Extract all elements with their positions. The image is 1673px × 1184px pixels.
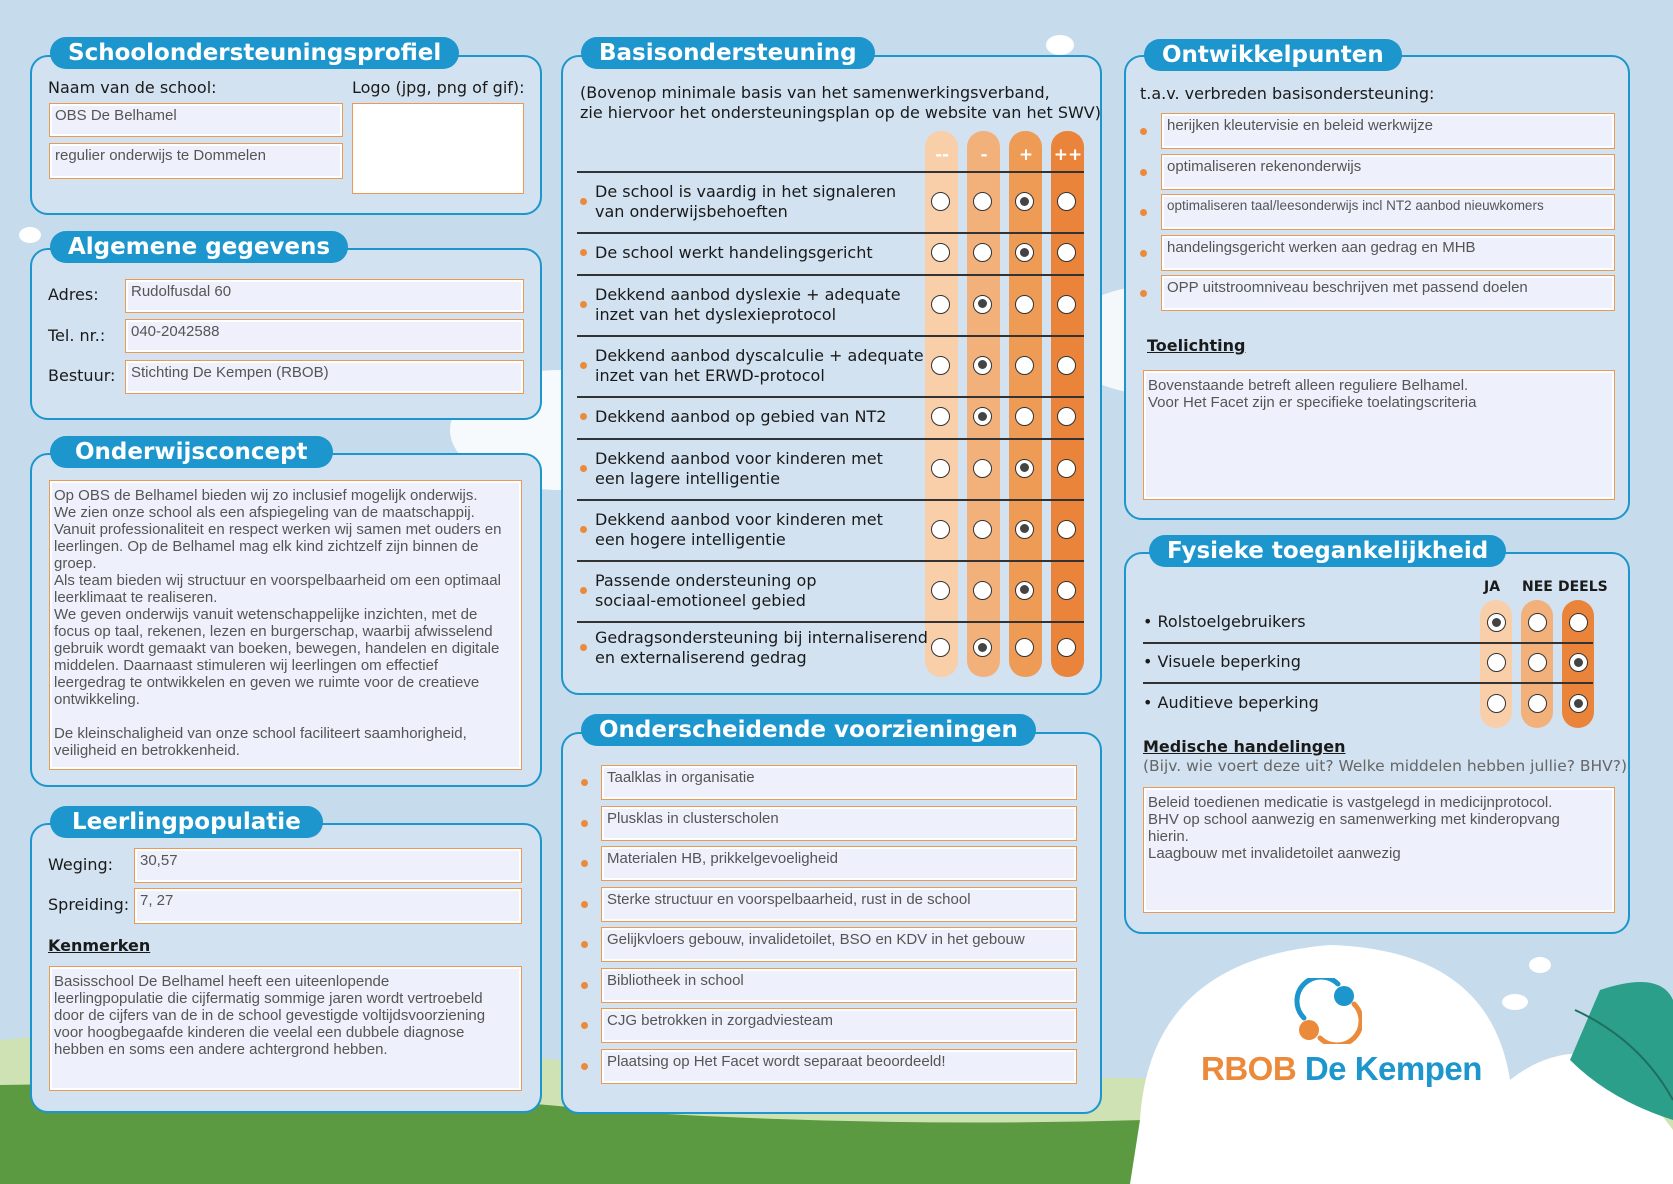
rbob-logo-text xyxy=(1201,1050,1482,1088)
toelichting-label: Toelichting xyxy=(1147,336,1246,355)
voorzieningen-title: Onderscheidende voorzieningen xyxy=(581,714,1036,746)
basis-radio-6-1[interactable] xyxy=(973,520,992,539)
voorziening-bullet xyxy=(581,1063,588,1070)
basis-radio-4-0[interactable] xyxy=(931,407,950,426)
basis-radio-3-1[interactable] xyxy=(973,356,992,375)
voorziening-bullet xyxy=(581,779,588,786)
basis-radio-2-3[interactable] xyxy=(1057,295,1076,314)
basis-bullet xyxy=(580,198,587,205)
fysiek-divider xyxy=(1143,682,1593,684)
basis-bullet xyxy=(580,587,587,594)
basis-row-label: Dekkend aanbod op gebied van NT2 xyxy=(595,407,887,426)
board-label: Bestuur: xyxy=(48,366,116,385)
basis-divider xyxy=(577,438,1084,440)
basis-radio-0-2[interactable] xyxy=(1015,192,1034,211)
basis-row-label: Gedragsondersteuning bij internaliserend en externaliserend gedrag xyxy=(595,628,928,667)
voorziening-bullet xyxy=(581,941,588,948)
voorziening-field[interactable]: Gelijkvloers gebouw, invalidetoilet, BSO en KDV in het gebouw xyxy=(601,927,1077,962)
logo-part-kempen: De Kempen xyxy=(1304,1050,1482,1087)
board-field[interactable]: Stichting De Kempen (RBOB) xyxy=(125,360,524,394)
basis-row-label: Dekkend aanbod voor kinderen met een hogere intelligentie xyxy=(595,509,883,549)
basis-radio-4-2[interactable] xyxy=(1015,407,1034,426)
voorziening-bullet xyxy=(581,982,588,989)
fysiek-header-nee: NEE xyxy=(1522,579,1553,595)
scale-header-1: - xyxy=(980,145,988,165)
basis-bullet xyxy=(580,644,587,651)
fysiek-radio-2-2[interactable] xyxy=(1569,694,1588,713)
fysiek-radio-1-1[interactable] xyxy=(1528,653,1547,672)
basis-divider xyxy=(577,232,1084,234)
address-field[interactable]: Rudolfusdal 60 xyxy=(125,279,524,313)
voorziening-field[interactable]: Materialen HB, prikkelgevoeligheid xyxy=(601,846,1077,881)
basis-radio-0-0[interactable] xyxy=(931,192,950,211)
basis-radio-0-3[interactable] xyxy=(1057,192,1076,211)
weging-label: Weging: xyxy=(48,855,114,874)
basis-row-label: Passende ondersteuning op sociaal-emotioneel gebied xyxy=(595,570,817,610)
ontwikkel-subtitle: t.a.v. verbreden basisondersteuning: xyxy=(1140,84,1435,103)
voorziening-field[interactable]: Bibliotheek in school xyxy=(601,968,1077,1003)
ontwikkel-field[interactable]: optimaliseren rekenonderwijs xyxy=(1161,154,1615,190)
basis-bullet xyxy=(580,301,587,308)
basis-radio-7-1[interactable] xyxy=(973,581,992,600)
kenmerken-label: Kenmerken xyxy=(48,936,151,955)
scale-header-0: -- xyxy=(934,145,950,165)
ontwikkel-field[interactable]: optimaliseren taal/leesonderwijs incl NT2 aanbod nieuwkomers xyxy=(1161,194,1615,230)
basis-radio-1-1[interactable] xyxy=(973,243,992,262)
basis-radio-1-0[interactable] xyxy=(931,243,950,262)
ontwikkel-title: Ontwikkelpunten xyxy=(1144,39,1402,71)
basis-radio-1-3[interactable] xyxy=(1057,243,1076,262)
rbob-logo-mark xyxy=(1292,978,1362,1044)
fysiek-row-label: • Auditieve beperking xyxy=(1143,693,1319,712)
basis-radio-3-2[interactable] xyxy=(1015,356,1034,375)
basis-divider xyxy=(577,560,1084,562)
ontwikkel-field[interactable]: OPP uitstroomniveau beschrijven met passend doelen xyxy=(1161,275,1615,311)
school-name-field[interactable]: OBS De Belhamel xyxy=(49,103,343,137)
basis-divider xyxy=(577,499,1084,501)
fysiek-header-ja: JA xyxy=(1484,579,1501,595)
fysiek-divider xyxy=(1143,642,1593,644)
logo-label: Logo (jpg, png of gif): xyxy=(352,78,525,97)
ontwikkel-field[interactable]: herijken kleutervisie en beleid werkwijze xyxy=(1161,113,1615,149)
scale-header-3: ++ xyxy=(1053,145,1083,165)
voorziening-field[interactable]: Taalklas in organisatie xyxy=(601,765,1077,800)
ontwikkel-bullet xyxy=(1140,209,1147,216)
address-label: Adres: xyxy=(48,285,99,304)
voorziening-field[interactable]: Sterke structuur en voorspelbaarheid, rust in de school xyxy=(601,887,1077,922)
basis-radio-2-2[interactable] xyxy=(1015,295,1034,314)
voorziening-bullet xyxy=(581,901,588,908)
basis-bullet xyxy=(580,249,587,256)
basis-radio-3-3[interactable] xyxy=(1057,356,1076,375)
basis-divider xyxy=(577,396,1084,398)
basis-divider xyxy=(577,171,1084,173)
basis-radio-7-3[interactable] xyxy=(1057,581,1076,600)
fysiek-radio-1-0[interactable] xyxy=(1487,653,1506,672)
fysiek-radio-0-1[interactable] xyxy=(1528,613,1547,632)
fysiek-radio-0-0[interactable] xyxy=(1487,613,1506,632)
general-title: Algemene gegevens xyxy=(50,231,348,263)
basis-radio-7-0[interactable] xyxy=(931,581,950,600)
fysiek-radio-2-1[interactable] xyxy=(1528,694,1547,713)
basis-radio-5-2[interactable] xyxy=(1015,459,1034,478)
kenmerken-text[interactable]: Basisschool De Belhamel heeft een uiteenlopende leerlingpopulatie die cijfermatig sommige jaren wordt vertroebeld door de cijfers van de in de school gevestigde voltijdsvoorziening voor hoogbegaafde kinderen die veelal een dubbele diagnose hebben en soms een andere achtergrond hebben. xyxy=(49,966,522,1091)
voorziening-bullet xyxy=(581,860,588,867)
basis-row-label: De school is vaardig in het signaleren van onderwijsbehoeften xyxy=(595,182,897,221)
ontwikkel-bullet xyxy=(1140,290,1147,297)
basis-bullet xyxy=(580,526,587,533)
fysiek-row-label: • Visuele beperking xyxy=(1143,652,1301,671)
population-title: Leerlingpopulatie xyxy=(50,806,323,838)
ontwikkel-bullet xyxy=(1140,250,1147,257)
basis-radio-6-0[interactable] xyxy=(931,520,950,539)
basis-divider xyxy=(577,274,1084,276)
ontwikkel-bullet xyxy=(1140,128,1147,135)
school-type-field[interactable]: regulier onderwijs te Dommelen xyxy=(49,143,343,179)
basis-row-label: Dekkend aanbod voor kinderen met een lagere intelligentie xyxy=(595,448,883,488)
basis-radio-1-2[interactable] xyxy=(1015,243,1034,262)
fysiek-header-deels: DEELS xyxy=(1558,579,1608,595)
basis-radio-0-1[interactable] xyxy=(973,192,992,211)
voorziening-field[interactable]: CJG betrokken in zorgadviesteam xyxy=(601,1008,1077,1043)
basis-radio-8-0[interactable] xyxy=(931,638,950,657)
basis-radio-8-2[interactable] xyxy=(1015,638,1034,657)
profile-title: Schoolondersteuningsprofiel xyxy=(50,37,459,69)
voorziening-field[interactable]: Plaatsing op Het Facet wordt separaat beoordeeld! xyxy=(601,1049,1077,1084)
medisch-text[interactable]: Beleid toedienen medicatie is vastgelegd in medicijnprotocol. BHV op school aanwezig en samenwerking met kinderopvang hierin. Laagbouw met invalidetoilet aanwezig xyxy=(1143,787,1615,913)
voorziening-bullet xyxy=(581,1022,588,1029)
voorziening-field[interactable]: Plusklas in clusterscholen xyxy=(601,806,1077,841)
basis-radio-6-3[interactable] xyxy=(1057,520,1076,539)
basis-radio-5-3[interactable] xyxy=(1057,459,1076,478)
logo-upload-box[interactable] xyxy=(352,103,524,194)
basis-row-label: De school werkt handelingsgericht xyxy=(595,243,873,262)
ontwikkel-bullet xyxy=(1140,169,1147,176)
fysiek-row-label: • Rolstoelgebruikers xyxy=(1143,612,1306,631)
basis-divider xyxy=(577,621,1084,623)
basis-radio-2-1[interactable] xyxy=(973,295,992,314)
logo-part-rbob: RBOB xyxy=(1201,1050,1297,1087)
ontwikkel-field[interactable]: handelingsgericht werken aan gedrag en MHB xyxy=(1161,235,1615,271)
basis-radio-6-2[interactable] xyxy=(1015,520,1034,539)
basis-bullet xyxy=(580,413,587,420)
basis-intro: (Bovenop minimale basis van het samenwerkingsverband, zie hiervoor het ondersteuningsplan op de website van het SWV) xyxy=(580,83,1101,122)
basis-radio-8-1[interactable] xyxy=(973,638,992,657)
basis-bullet xyxy=(580,465,587,472)
voorziening-bullet xyxy=(581,820,588,827)
spreiding-label: Spreiding: xyxy=(48,895,130,914)
medisch-label: Medische handelingen xyxy=(1143,737,1346,756)
phone-label: Tel. nr.: xyxy=(48,326,106,345)
toelichting-text[interactable]: Bovenstaande betreft alleen reguliere Belhamel. Voor Het Facet zijn er specifieke toelatingscriteria xyxy=(1143,370,1615,500)
basis-radio-4-1[interactable] xyxy=(973,407,992,426)
basis-row-label: Dekkend aanbod dyslexie + adequate inzet van het dyslexieprotocol xyxy=(595,284,901,324)
weging-field[interactable]: 30,57 xyxy=(134,848,522,883)
concept-title: Onderwijsconcept xyxy=(50,436,333,468)
fysiek-radio-0-2[interactable] xyxy=(1569,613,1588,632)
basis-radio-5-1[interactable] xyxy=(973,459,992,478)
phone-field[interactable]: 040-2042588 xyxy=(125,319,524,353)
medisch-hint: (Bijv. wie voert deze uit? Welke middelen hebben jullie? BHV?) xyxy=(1143,757,1628,775)
basis-radio-2-0[interactable] xyxy=(931,295,950,314)
basis-title: Basisondersteuning xyxy=(581,37,875,69)
basis-bullet xyxy=(580,362,587,369)
fysiek-radio-1-2[interactable] xyxy=(1569,653,1588,672)
basis-divider xyxy=(577,335,1084,337)
basis-radio-8-3[interactable] xyxy=(1057,638,1076,657)
basis-radio-5-0[interactable] xyxy=(931,459,950,478)
basis-radio-4-3[interactable] xyxy=(1057,407,1076,426)
school-name-label: Naam van de school: xyxy=(48,78,217,97)
fysiek-radio-2-0[interactable] xyxy=(1487,694,1506,713)
basis-row-label: Dekkend aanbod dyscalculie + adequate inzet van het ERWD-protocol xyxy=(595,345,924,385)
scale-header-2: + xyxy=(1018,145,1034,165)
spreiding-field[interactable]: 7, 27 xyxy=(134,888,522,924)
concept-text[interactable]: Op OBS de Belhamel bieden wij zo inclusief mogelijk onderwijs. We zien onze school als een afspiegeling van de maatschappij. Vanuit professionaliteit en respect werken wij samen met ouders en leerlingen. Op de Belhamel mag elk kind zichtzelf zijn binnen de groep. Als team bieden wij structuur en voorspelbaarheid om een optimaal leerklimaat te realiseren. We geven onderwijs vanuit wetenschappelijke inzichten, met de focus op taal, rekenen, lezen en burgerschap, waarbij afwisselend gebruik wordt gemaakt van boeken, bewegen, handelen en digitale middelen. Daarnaast stimuleren wij leerlingen om effectief leergedrag te ontwikkelen en geven we ruimte voor de creatieve ontwikkeling. De kleinschaligheid van onze school faciliteert saamhorigheid, veiligheid en betrokkenheid. xyxy=(49,480,522,770)
basis-radio-7-2[interactable] xyxy=(1015,581,1034,600)
fysiek-title: Fysieke toegankelijkheid xyxy=(1149,535,1506,567)
basis-radio-3-0[interactable] xyxy=(931,356,950,375)
